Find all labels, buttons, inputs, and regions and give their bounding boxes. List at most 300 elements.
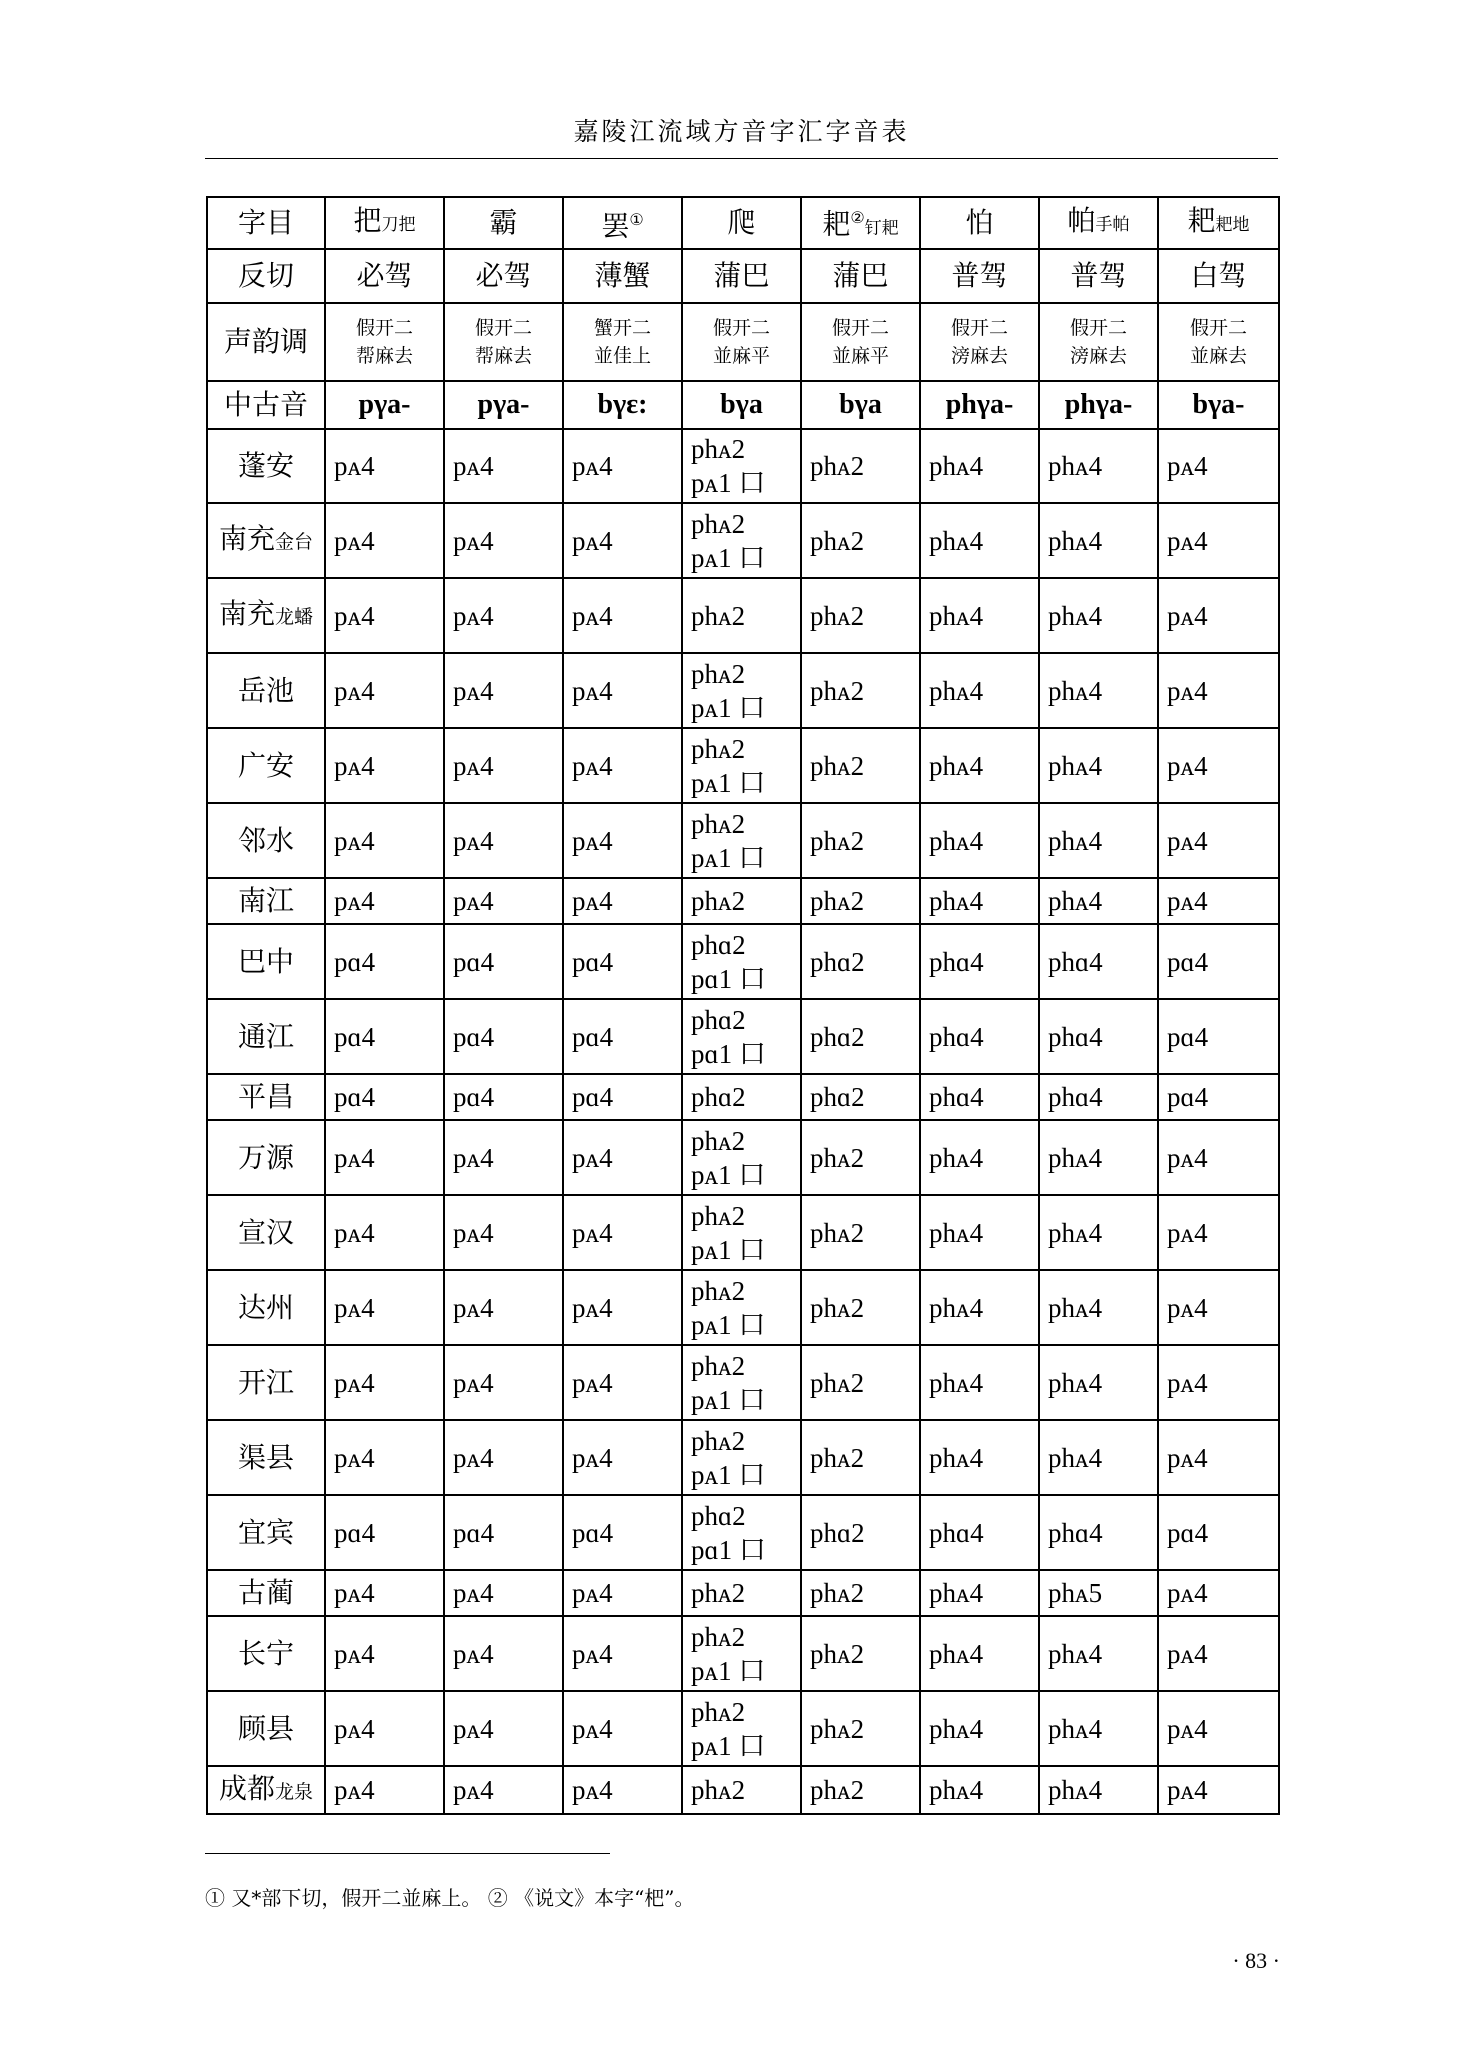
- character-gloss: 手帕: [1095, 215, 1130, 235]
- pronunciation-cell: pɑ4: [1158, 1495, 1279, 1570]
- place-name: 古蔺: [237, 1576, 294, 1609]
- pronunciation-cell: phᴀ2: [801, 1270, 920, 1345]
- pronunciation-cell: [682, 1195, 801, 1270]
- pronunciation-cell: phᴀ4: [920, 1345, 1039, 1420]
- character-gloss: 刀把: [381, 215, 416, 235]
- pronunciation-cell: pɑ4: [325, 924, 444, 999]
- place-name-cell: [207, 1074, 325, 1120]
- pronunciation-cell: pᴀ4: [444, 503, 563, 578]
- place-name: 南江: [237, 884, 294, 917]
- pronunciation-cell: pᴀ4: [1158, 1766, 1279, 1814]
- header-character-cell: [801, 197, 920, 249]
- pronunciation-cell: phᴀ2: [801, 1120, 920, 1195]
- place-name-cell: [207, 1420, 325, 1495]
- footnote-marker: ①: [629, 209, 644, 229]
- rhyme-line-1: 蟹开二: [593, 317, 651, 339]
- pronunciation-cell: pɑ4: [325, 1074, 444, 1120]
- pronunciation-cell: pᴀ4: [1158, 1570, 1279, 1616]
- pronunciation-cell: pᴀ4: [563, 1420, 682, 1495]
- character-sound-table: [206, 196, 1280, 1815]
- rhyme-line-1: 假开二: [1189, 317, 1247, 339]
- table-row: [207, 429, 1279, 503]
- table-row: [207, 578, 1279, 653]
- table-row: [207, 1691, 1279, 1766]
- table-row: [207, 503, 1279, 578]
- pronunciation-cell: pᴀ4: [325, 653, 444, 728]
- rhyme-line-2: 並麻去: [1189, 345, 1247, 367]
- pronunciation-cell: phᴀ4: [1039, 653, 1158, 728]
- table-row: [207, 803, 1279, 878]
- pronunciation-cell: [682, 429, 801, 503]
- header-character: 霸: [489, 206, 518, 239]
- pronunciation-cell: phᴀ2: [682, 1570, 801, 1616]
- middle-chinese-cell: bγa: [682, 381, 801, 429]
- pronunciation-cell: pᴀ4: [563, 1766, 682, 1814]
- header-character: 怕: [965, 206, 994, 239]
- pronunciation-cell: phᴀ4: [920, 728, 1039, 803]
- running-head: 嘉陵江流域方音字汇字音表: [573, 117, 910, 146]
- middle-chinese-cell: phγa-: [920, 381, 1039, 429]
- pronunciation-cell: phᴀ4: [920, 878, 1039, 924]
- pronunciation-cell: pᴀ4: [444, 1570, 563, 1616]
- pronunciation-cell: pᴀ4: [325, 1570, 444, 1616]
- pronunciation-cell: pᴀ4: [563, 1570, 682, 1616]
- place-subname: 龙蟠: [275, 606, 314, 628]
- place-name-cell: [207, 1616, 325, 1691]
- place-name: 渠县: [237, 1440, 294, 1474]
- pronunciation-cell: phᴀ4: [920, 429, 1039, 503]
- pronunciation-cell: phᴀ4: [1039, 1766, 1158, 1814]
- table-row: [207, 1345, 1279, 1420]
- place-name: 成都: [218, 1771, 275, 1805]
- pronunciation-cell: [682, 924, 801, 999]
- header-label-fanqie: 反切: [207, 249, 325, 303]
- pronunciation-variant: pᴀ1 口: [691, 1309, 766, 1340]
- pronunciation-cell: [682, 653, 801, 728]
- pronunciation-cell: [682, 1691, 801, 1766]
- pronunciation-cell: phɑ2: [801, 999, 920, 1074]
- place-name: 通江: [237, 1019, 294, 1053]
- pronunciation-cell: phᴀ2: [801, 1195, 920, 1270]
- pronunciation-cell: phɑ2: [801, 1074, 920, 1120]
- header-character-cell: [325, 197, 444, 249]
- rhyme-line-1: 假开二: [712, 317, 770, 339]
- pronunciation-cell: phᴀ2: [801, 803, 920, 878]
- pronunciation-cell: pᴀ4: [563, 1120, 682, 1195]
- pronunciation-cell: phᴀ2: [801, 653, 920, 728]
- table-row: [207, 1766, 1279, 1814]
- pronunciation-variant: phᴀ2: [691, 1275, 746, 1306]
- pronunciation-variant: phᴀ2: [691, 1200, 746, 1231]
- fanqie-cell: 普驾: [1039, 249, 1158, 303]
- pronunciation-cell: pᴀ4: [444, 803, 563, 878]
- pronunciation-variant: phᴀ2: [691, 808, 746, 839]
- fanqie-cell: 白驾: [1158, 249, 1279, 303]
- place-name: 蓬安: [237, 449, 294, 482]
- rhyme-line-2: 帮麻去: [355, 345, 413, 367]
- header-character: 耙: [1187, 204, 1216, 237]
- header-character: 爬: [727, 206, 756, 239]
- rhyme-line-2: 並麻平: [831, 345, 889, 367]
- pronunciation-variant: pɑ1 口: [691, 1038, 766, 1069]
- pronunciation-cell: pᴀ4: [444, 1766, 563, 1814]
- pronunciation-cell: [682, 728, 801, 803]
- pronunciation-cell: pᴀ4: [325, 1345, 444, 1420]
- pronunciation-cell: phɑ4: [1039, 924, 1158, 999]
- pronunciation-cell: pᴀ4: [444, 878, 563, 924]
- pronunciation-variant: phᴀ2: [691, 733, 746, 764]
- pronunciation-cell: pɑ4: [563, 1495, 682, 1570]
- pronunciation-cell: phᴀ4: [920, 1570, 1039, 1616]
- pronunciation-cell: pɑ4: [563, 924, 682, 999]
- pronunciation-cell: pᴀ4: [325, 429, 444, 503]
- place-name-cell: [207, 1195, 325, 1270]
- pronunciation-cell: pᴀ4: [444, 1120, 563, 1195]
- fanqie-cell: 蒲巴: [682, 249, 801, 303]
- place-name-cell: [207, 503, 325, 578]
- pronunciation-variant: phɑ2: [691, 929, 746, 960]
- pronunciation-cell: phᴀ4: [1039, 1616, 1158, 1691]
- pronunciation-cell: pᴀ4: [563, 1616, 682, 1691]
- pronunciation-cell: pᴀ4: [563, 653, 682, 728]
- table-row: [207, 1616, 1279, 1691]
- pronunciation-cell: phɑ4: [920, 1495, 1039, 1570]
- middle-chinese-cell: bγa: [801, 381, 920, 429]
- pronunciation-cell: pᴀ4: [1158, 1120, 1279, 1195]
- pronunciation-cell: phɑ4: [1039, 1495, 1158, 1570]
- rhyme-line-2: 滂麻去: [1069, 345, 1127, 367]
- rhyme-category-cell: [682, 303, 801, 381]
- pronunciation-cell: phᴀ4: [1039, 429, 1158, 503]
- header-character-cell: [682, 197, 801, 249]
- pronunciation-cell: phɑ2: [801, 924, 920, 999]
- place-name: 宜宾: [237, 1515, 294, 1549]
- pronunciation-cell: pᴀ4: [1158, 1616, 1279, 1691]
- pronunciation-cell: pᴀ4: [444, 1195, 563, 1270]
- pronunciation-cell: phᴀ2: [801, 878, 920, 924]
- pronunciation-cell: pᴀ4: [325, 503, 444, 578]
- pronunciation-cell: pᴀ4: [325, 1195, 444, 1270]
- rhyme-category-cell: [563, 303, 682, 381]
- header-label-rhyme: 声韵调: [207, 303, 325, 381]
- pronunciation-variant: pᴀ1 口: [691, 767, 766, 798]
- middle-chinese-cell: bγɛ:: [563, 381, 682, 429]
- pronunciation-cell: pɑ4: [444, 1074, 563, 1120]
- pronunciation-cell: phᴀ2: [682, 878, 801, 924]
- pronunciation-cell: pᴀ4: [1158, 653, 1279, 728]
- pronunciation-cell: phᴀ4: [920, 1616, 1039, 1691]
- pronunciation-cell: phᴀ2: [801, 429, 920, 503]
- pronunciation-variant: phᴀ2: [691, 434, 746, 464]
- middle-chinese-cell: pγa-: [325, 381, 444, 429]
- table-row: [207, 1120, 1279, 1195]
- table-row: [207, 1420, 1279, 1495]
- pronunciation-cell: pɑ4: [444, 924, 563, 999]
- place-name-cell: [207, 429, 325, 503]
- pronunciation-variant: pɑ1 口: [691, 1534, 766, 1565]
- rhyme-category-cell: [920, 303, 1039, 381]
- table-row: [207, 1495, 1279, 1570]
- header-character: 把: [353, 204, 382, 237]
- middle-chinese-cell: bγa-: [1158, 381, 1279, 429]
- header-character: 耙: [822, 207, 851, 241]
- pronunciation-cell: [682, 1616, 801, 1691]
- pronunciation-cell: pᴀ4: [444, 653, 563, 728]
- pronunciation-cell: pᴀ4: [325, 1270, 444, 1345]
- rhyme-line-2: 並佳上: [593, 345, 651, 367]
- pronunciation-variant: pᴀ1 口: [691, 842, 766, 873]
- table-row: [207, 728, 1279, 803]
- pronunciation-cell: pᴀ4: [325, 1691, 444, 1766]
- table-row: [207, 924, 1279, 999]
- pronunciation-cell: pᴀ4: [1158, 803, 1279, 878]
- pronunciation-cell: pᴀ4: [444, 1420, 563, 1495]
- pronunciation-cell: pᴀ4: [1158, 728, 1279, 803]
- pronunciation-cell: phᴀ5: [1039, 1570, 1158, 1616]
- pronunciation-cell: phɑ4: [920, 999, 1039, 1074]
- table-row: [207, 999, 1279, 1074]
- pronunciation-variant: pᴀ1 口: [691, 1159, 766, 1190]
- header-character-cell: [1039, 197, 1158, 249]
- pronunciation-cell: phɑ2: [682, 1074, 801, 1120]
- pronunciation-cell: pᴀ4: [1158, 1345, 1279, 1420]
- place-name-cell: [207, 1270, 325, 1345]
- header-character-cell: [444, 197, 563, 249]
- fanqie-cell: 蒲巴: [801, 249, 920, 303]
- pronunciation-cell: phᴀ4: [920, 1691, 1039, 1766]
- place-name-cell: [207, 803, 325, 878]
- place-name: 宣汉: [237, 1215, 294, 1249]
- pronunciation-cell: pᴀ4: [444, 728, 563, 803]
- pronunciation-cell: pɑ4: [1158, 924, 1279, 999]
- pronunciation-cell: phᴀ4: [920, 803, 1039, 878]
- pronunciation-variant: pᴀ1 口: [691, 692, 766, 723]
- place-name-cell: [207, 1570, 325, 1616]
- pronunciation-cell: pᴀ4: [563, 1345, 682, 1420]
- table-row: [207, 1570, 1279, 1616]
- pronunciation-cell: pᴀ4: [444, 578, 563, 653]
- rhyme-category-cell: [325, 303, 444, 381]
- header-rule: [205, 158, 1278, 159]
- pronunciation-variant: pɑ1 口: [691, 963, 766, 994]
- pronunciation-cell: phɑ2: [801, 1495, 920, 1570]
- pronunciation-cell: pᴀ4: [444, 1270, 563, 1345]
- pronunciation-cell: [682, 999, 801, 1074]
- pronunciation-cell: phᴀ4: [1039, 578, 1158, 653]
- pronunciation-cell: phᴀ2: [801, 578, 920, 653]
- pronunciation-cell: phᴀ4: [920, 1270, 1039, 1345]
- pronunciation-variant: pᴀ1 口: [691, 1730, 766, 1761]
- pronunciation-cell: phᴀ2: [801, 1420, 920, 1495]
- pronunciation-cell: pᴀ4: [563, 728, 682, 803]
- pronunciation-cell: pᴀ4: [444, 1616, 563, 1691]
- pronunciation-cell: phᴀ2: [801, 1570, 920, 1616]
- pronunciation-cell: phᴀ4: [1039, 728, 1158, 803]
- table-row: [207, 653, 1279, 728]
- pronunciation-cell: [682, 1270, 801, 1345]
- pronunciation-cell: pᴀ4: [325, 578, 444, 653]
- footnote: ① 又*部下切，假开二並麻上。 ② 《说文》本字“杷”。: [205, 1886, 695, 1910]
- pronunciation-cell: pᴀ4: [563, 1270, 682, 1345]
- pronunciation-cell: pᴀ4: [1158, 503, 1279, 578]
- place-name: 南充: [218, 522, 275, 555]
- place-name-cell: [207, 653, 325, 728]
- place-name-cell: [207, 1345, 325, 1420]
- pronunciation-variant: phᴀ2: [691, 1425, 746, 1456]
- header-character-cell: [563, 197, 682, 249]
- pronunciation-cell: pᴀ4: [1158, 1270, 1279, 1345]
- middle-chinese-cell: pγa-: [444, 381, 563, 429]
- pronunciation-cell: [682, 503, 801, 578]
- place-name: 平昌: [237, 1080, 294, 1113]
- pronunciation-variant: pᴀ1 口: [691, 468, 766, 498]
- pronunciation-cell: phᴀ4: [920, 653, 1039, 728]
- pronunciation-cell: phɑ4: [1039, 1074, 1158, 1120]
- pronunciation-variant: pᴀ1 口: [691, 1459, 766, 1490]
- place-name-cell: [207, 1120, 325, 1195]
- pronunciation-cell: pᴀ4: [325, 1766, 444, 1814]
- rhyme-line-1: 假开二: [474, 317, 532, 339]
- table-body: [207, 197, 1279, 1814]
- pronunciation-cell: pɑ4: [444, 999, 563, 1074]
- pronunciation-cell: phᴀ2: [682, 578, 801, 653]
- place-name-cell: [207, 924, 325, 999]
- pronunciation-cell: [682, 1120, 801, 1195]
- place-name-cell: [207, 878, 325, 924]
- pronunciation-cell: phɑ4: [920, 924, 1039, 999]
- pronunciation-cell: pᴀ4: [325, 803, 444, 878]
- pronunciation-cell: phᴀ4: [1039, 1420, 1158, 1495]
- rhyme-line-2: 帮麻去: [474, 345, 532, 367]
- place-subname: 金台: [275, 531, 314, 553]
- pronunciation-cell: pɑ4: [325, 1495, 444, 1570]
- rhyme-line-1: 假开二: [831, 317, 889, 339]
- pronunciation-cell: phᴀ2: [801, 1691, 920, 1766]
- pronunciation-cell: pᴀ4: [325, 1616, 444, 1691]
- pronunciation-cell: pᴀ4: [444, 1345, 563, 1420]
- pronunciation-cell: phᴀ2: [801, 728, 920, 803]
- pronunciation-cell: pᴀ4: [1158, 429, 1279, 503]
- pronunciation-variant: phɑ2: [691, 1500, 746, 1531]
- pronunciation-cell: phᴀ4: [1039, 1270, 1158, 1345]
- pronunciation-cell: phᴀ4: [1039, 1691, 1158, 1766]
- pronunciation-cell: phᴀ4: [920, 1766, 1039, 1814]
- middle-chinese-cell: phγa-: [1039, 381, 1158, 429]
- pronunciation-cell: phᴀ4: [1039, 1120, 1158, 1195]
- pronunciation-variant: phᴀ2: [691, 1125, 746, 1156]
- rhyme-line-2: 並麻平: [712, 345, 770, 367]
- place-name-cell: [207, 1691, 325, 1766]
- pronunciation-cell: pᴀ4: [1158, 578, 1279, 653]
- table-row: [207, 1195, 1279, 1270]
- header-character: 罢: [601, 209, 630, 243]
- pronunciation-cell: phᴀ4: [920, 1120, 1039, 1195]
- pronunciation-cell: [682, 1345, 801, 1420]
- fanqie-cell: 普驾: [920, 249, 1039, 303]
- pronunciation-cell: phᴀ4: [920, 1195, 1039, 1270]
- table-row: [207, 878, 1279, 924]
- place-name-cell: [207, 1495, 325, 1570]
- pronunciation-cell: pᴀ4: [1158, 878, 1279, 924]
- pronunciation-cell: phᴀ4: [1039, 1195, 1158, 1270]
- pronunciation-cell: phᴀ2: [801, 1345, 920, 1420]
- character-gloss: 耙地: [1215, 215, 1250, 235]
- rhyme-line-1: 假开二: [1069, 317, 1127, 339]
- pronunciation-cell: pᴀ4: [563, 803, 682, 878]
- pronunciation-cell: phᴀ4: [920, 503, 1039, 578]
- pronunciation-cell: pᴀ4: [563, 1195, 682, 1270]
- table-row: [207, 1074, 1279, 1120]
- pronunciation-cell: phᴀ2: [801, 503, 920, 578]
- pronunciation-cell: pᴀ4: [444, 429, 563, 503]
- pronunciation-cell: phᴀ4: [1039, 1345, 1158, 1420]
- pronunciation-cell: pᴀ4: [563, 1691, 682, 1766]
- place-subname: 龙泉: [275, 1780, 314, 1803]
- pronunciation-variant: phᴀ2: [691, 658, 746, 689]
- pronunciation-cell: phᴀ2: [801, 1616, 920, 1691]
- pronunciation-variant: pᴀ1 口: [691, 1234, 766, 1265]
- place-name: 邻水: [237, 823, 294, 857]
- pronunciation-cell: phᴀ4: [920, 1420, 1039, 1495]
- pronunciation-cell: [682, 803, 801, 878]
- pronunciation-variant: phᴀ2: [691, 1350, 746, 1381]
- pronunciation-cell: pᴀ4: [325, 878, 444, 924]
- place-name: 巴中: [237, 944, 294, 978]
- pronunciation-cell: pɑ4: [563, 1074, 682, 1120]
- pronunciation-cell: phɑ4: [1039, 999, 1158, 1074]
- pronunciation-cell: pᴀ4: [325, 1120, 444, 1195]
- place-name-cell: [207, 999, 325, 1074]
- place-name: 开江: [237, 1365, 294, 1399]
- pronunciation-cell: pɑ4: [444, 1495, 563, 1570]
- pronunciation-cell: pᴀ4: [325, 728, 444, 803]
- header-character-cell: [1158, 197, 1279, 249]
- pronunciation-cell: pᴀ4: [563, 429, 682, 503]
- place-name: 南充: [218, 597, 275, 630]
- pronunciation-cell: pᴀ4: [444, 1691, 563, 1766]
- pronunciation-variant: pᴀ1 口: [691, 1655, 766, 1686]
- rhyme-line-2: 滂麻去: [950, 345, 1008, 367]
- header-label-middle-chinese: 中古音: [207, 381, 325, 429]
- footnote-rule: [205, 1853, 610, 1854]
- header-character: 帕: [1067, 204, 1096, 237]
- place-name: 达州: [237, 1290, 294, 1324]
- pronunciation-variant: phᴀ2: [691, 1621, 746, 1652]
- pronunciation-cell: pᴀ4: [563, 578, 682, 653]
- rhyme-line-1: 假开二: [355, 317, 413, 339]
- rhyme-category-cell: [801, 303, 920, 381]
- rhyme-line-1: 假开二: [950, 317, 1008, 339]
- table-row: [207, 1270, 1279, 1345]
- place-name-cell: [207, 1766, 325, 1814]
- fanqie-cell: 必驾: [444, 249, 563, 303]
- pronunciation-cell: [682, 1495, 801, 1570]
- pronunciation-cell: phɑ4: [920, 1074, 1039, 1120]
- pronunciation-cell: [682, 1420, 801, 1495]
- pronunciation-cell: pɑ4: [1158, 999, 1279, 1074]
- pronunciation-variant: pᴀ1 口: [691, 1384, 766, 1415]
- pronunciation-variant: phᴀ2: [691, 1696, 746, 1727]
- header-label-character: 字目: [207, 197, 325, 249]
- rhyme-category-cell: [1158, 303, 1279, 381]
- place-name-cell: [207, 578, 325, 653]
- pronunciation-cell: phᴀ2: [682, 1766, 801, 1814]
- place-name: 岳池: [237, 673, 294, 707]
- header-character-cell: [920, 197, 1039, 249]
- pronunciation-cell: pᴀ4: [563, 878, 682, 924]
- pronunciation-cell: phᴀ4: [1039, 503, 1158, 578]
- pronunciation-cell: pᴀ4: [1158, 1420, 1279, 1495]
